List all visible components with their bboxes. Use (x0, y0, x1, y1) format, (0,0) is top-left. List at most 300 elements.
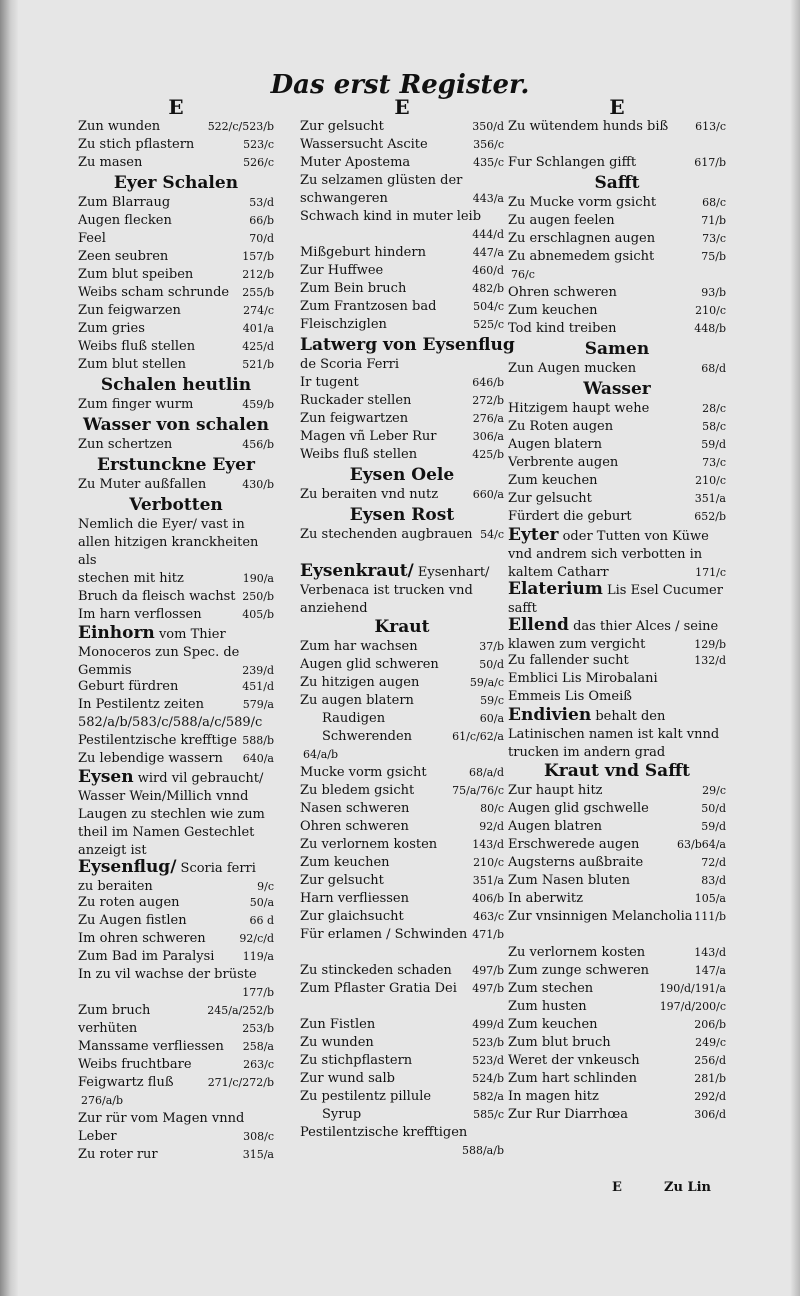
entry-text: Zu stechenden augbrauen (300, 527, 473, 542)
entry-reference: 70/d (249, 232, 274, 245)
entry-reference: 83/d (701, 874, 726, 887)
entry-text: Hitzigem haupt wehe (508, 401, 650, 416)
register-entry (508, 302, 726, 320)
entry-text: Zum keuchen (508, 473, 598, 488)
register-entry (300, 872, 504, 890)
entry-text: Zu Augen fistlen (78, 913, 187, 928)
entry-text: Zu beraiten vnd nutz (300, 487, 439, 502)
register-entry (300, 374, 504, 392)
register-entry (78, 266, 274, 284)
register-entry: Emblici Lis Mirobalani (508, 671, 658, 686)
register-entry (508, 284, 726, 302)
entry-reference: 171/c (695, 566, 726, 579)
register-entry (300, 262, 504, 280)
lead-word: Eyter (508, 526, 559, 545)
entry-text: Zur gelsucht (508, 491, 592, 506)
entry-reference: 61/c/62/a (452, 730, 504, 743)
entry-reference: 60/a (479, 712, 504, 725)
section-heading: Samen (584, 339, 650, 359)
register-entry (300, 1052, 504, 1070)
entry-text: Zu stinckeden schaden (300, 963, 452, 978)
entry-reference: 308/c (243, 1130, 274, 1143)
register-entry (300, 674, 504, 692)
register-entry-wrapped (78, 858, 274, 894)
entry-reference: 58/c (702, 420, 726, 433)
entry-reference: 652/b (694, 510, 726, 523)
entry-text: Erschwerede augen (508, 837, 640, 852)
entry-reference: 497/b (472, 964, 504, 977)
lead-word: Eysenflug/ (78, 858, 177, 877)
register-entry (300, 800, 504, 818)
entry-reference: 249/c (695, 1036, 726, 1049)
entry-reference: 132/d (694, 654, 726, 667)
entry-text: behalt den Latinischen namen ist kalt vnnd trucken im andern grad (508, 709, 720, 760)
entry-text: Augen flecken (78, 213, 172, 228)
entry-text: wird vil gebraucht/ Wasser Wein/Millich vnnd Laugen zu stechlen wie zum theil im Namen Gestechlet anzeigt ist (78, 771, 265, 858)
entry-text: Zur gelsucht (300, 873, 384, 888)
entry-text: Zu augen blatern (300, 693, 414, 708)
entry-reference: 68/a/d (468, 766, 504, 779)
entry-reference: 588/a/b (461, 1144, 504, 1157)
entry-reference: 613/c (695, 120, 726, 133)
signature-mark: E (612, 1180, 622, 1195)
register-column-3 (508, 96, 726, 1124)
entry-reference: 53/d (249, 196, 274, 209)
entry-text: Zun Fistlen (300, 1017, 376, 1032)
entry-text: Zun feigwartzen (300, 411, 409, 426)
entry-text: Zu bledem gsicht (300, 783, 415, 798)
register-entry (508, 360, 726, 378)
entry-text: Feigwartz fluß (78, 1075, 174, 1090)
register-entry-wrapped (78, 624, 274, 678)
section-subheading: de Scoria Ferri (300, 357, 400, 372)
register-entry-wrapped (508, 118, 726, 154)
register-entry (508, 248, 726, 266)
entry-reference: 459/b (242, 398, 274, 411)
entry-reference: 197/d/200/c (659, 1000, 726, 1013)
register-entry (78, 588, 274, 606)
entry-text: Nasen schweren (300, 801, 410, 816)
register-entry (508, 998, 726, 1016)
entry-text: Im ohren schweren (78, 931, 206, 946)
entry-reference: 306/a (472, 430, 504, 443)
entry-reference: 499/d (472, 1018, 504, 1031)
entry-reference: 239/d (242, 664, 274, 677)
entry-reference: 405/b (242, 608, 274, 621)
indented-group (300, 1106, 504, 1124)
entry-reference: 521/b (242, 358, 274, 371)
register-entry (78, 696, 274, 714)
register-entry (78, 356, 274, 374)
register-entry (508, 962, 726, 980)
register-entry (508, 1052, 726, 1070)
entry-text: Nemlich die Eyer/ vast in allen hitzigen kranckheiten als (78, 517, 259, 568)
entry-text: Raudigen (322, 711, 386, 726)
entry-text: Syrup (322, 1107, 362, 1122)
register-entry (300, 962, 504, 980)
entry-reference: 444/d (472, 228, 504, 241)
register-entry (508, 980, 726, 998)
register-entry (508, 872, 726, 890)
section-heading: Wasser von schalen (83, 415, 269, 435)
entry-reference: 143/d (472, 838, 504, 851)
entry-text: Zu roten augen (78, 895, 180, 910)
entry-text: oder Tutten von Küwe vnd andrem sich verbotten in kaltem Catharr (508, 529, 709, 580)
entry-reference: 245/a/252/b (207, 1004, 274, 1017)
lead-word: Endivien (508, 706, 592, 725)
entry-text: Zum zunge schweren (508, 963, 650, 978)
entry-text: Zum keuchen (508, 1017, 598, 1032)
entry-reference: 523/b (472, 1036, 504, 1049)
register-entry-wrapped (508, 706, 726, 760)
register-entry (508, 800, 726, 818)
entry-reference: 29/c (702, 784, 726, 797)
entry-text: Mucke vorm gsicht (300, 765, 427, 780)
register-entry (78, 212, 274, 230)
section-heading: Safft (594, 173, 640, 193)
entry-reference: 59/d (701, 820, 726, 833)
entry-reference: 190/a (242, 572, 274, 585)
register-entry (508, 400, 726, 418)
entry-reference: 274/c (243, 304, 274, 317)
entry-reference: 59/c (480, 694, 504, 707)
entry-reference: 617/b (694, 156, 726, 169)
entry-text: Zu stich pflastern (78, 137, 195, 152)
register-entry (508, 818, 726, 836)
register-entry (508, 1016, 726, 1034)
register-entry (508, 890, 726, 908)
entry-text: schwangeren (300, 191, 388, 206)
entry-text: Zur haupt hitz (508, 783, 603, 798)
entry-reference: 315/a (242, 1148, 274, 1161)
entry-reference: 92/d (479, 820, 504, 833)
register-entry (300, 190, 504, 208)
register-entry (300, 298, 504, 316)
entry-reference: 210/c (473, 856, 504, 869)
register-entry (300, 410, 504, 428)
register-entry-wrapped (300, 980, 504, 1016)
entry-reference: 406/b (472, 892, 504, 905)
entry-reference: 471/b (472, 928, 504, 941)
entry-reference: 306/d (694, 1108, 726, 1121)
register-entry (78, 894, 274, 912)
register-entry-wrapped (78, 768, 274, 858)
entry-reference: 50/a (249, 896, 274, 909)
register-entry (300, 656, 504, 674)
entry-reference: 447/a (472, 246, 504, 259)
register-entry (78, 606, 274, 624)
section-heading: Erstunckne Eyer (97, 455, 255, 475)
entry-text: Zum finger wurm (78, 397, 194, 412)
section-heading: Kraut vnd Safft (543, 761, 691, 781)
register-entry (300, 486, 504, 504)
register-entry (300, 782, 504, 800)
entry-text: Weibs fruchtbare (78, 1057, 192, 1072)
register-entry (508, 1070, 726, 1088)
register-entry (300, 280, 504, 298)
entry-reference: 276/a (472, 412, 504, 425)
entry-reference: 64/a/b (303, 748, 339, 761)
register-entry (508, 1106, 726, 1124)
register-entry-wrapped (300, 526, 504, 562)
entry-reference: 356/c (473, 138, 504, 151)
entry-reference: 351/a (472, 874, 504, 887)
entry-reference: 9/c (257, 880, 274, 893)
entry-text: Zu roter rur (78, 1147, 158, 1162)
entry-text: Zu augen feelen (508, 213, 615, 228)
register-entry (300, 890, 504, 908)
entry-text: das thier Alces / seine klawen zum vergicht (508, 619, 719, 652)
entry-reference: 177/b (242, 986, 274, 999)
register-entry (78, 136, 274, 154)
entry-text: Bruch da fleisch wachst (78, 589, 236, 604)
register-entry-wrapped (300, 208, 504, 244)
entry-reference: 448/b (694, 322, 726, 335)
register-entry (78, 338, 274, 356)
entry-text: vom Thier Monoceros zun Spec. de Gemmis (78, 627, 240, 678)
entry-text: In Pestilentz zeiten (78, 697, 204, 712)
entry-reference: 292/d (694, 1090, 726, 1103)
register-entry (508, 944, 726, 962)
entry-text: Zu Roten augen (508, 419, 614, 434)
entry-reference: 111/b (694, 910, 726, 923)
entry-reference: 504/c (473, 300, 504, 313)
entry-reference: 59/d (701, 438, 726, 451)
entry-text: Zu verlornem kosten (300, 837, 438, 852)
entry-reference: 258/a (242, 1040, 274, 1053)
register-entry (300, 692, 504, 710)
register-entry-wrapped (300, 562, 504, 616)
entry-reference: 105/a (694, 892, 726, 905)
register-entry (78, 930, 274, 948)
entry-text: Pestilentzische krefftige (78, 733, 237, 748)
entry-text: Zur glaichsucht (300, 909, 404, 924)
page-title: Das erst Register. (270, 70, 530, 100)
register-entry (508, 490, 726, 508)
register-entry (300, 764, 504, 782)
entry-reference: 147/a (694, 964, 726, 977)
register-entry (78, 320, 274, 338)
entry-reference: 37/b (479, 640, 504, 653)
entry-text: Zu erschlagnen augen (508, 231, 656, 246)
entry-reference: 255/b (242, 286, 274, 299)
entry-text: In zu vil wachse der brüste (78, 967, 257, 982)
register-entry (508, 230, 726, 248)
entry-reference: 451/d (242, 680, 274, 693)
entry-reference: 524/b (472, 1072, 504, 1085)
entry-reference: 66/b (249, 214, 274, 227)
entry-reference: 281/b (694, 1072, 726, 1085)
entry-reference: 75/b (701, 250, 726, 263)
entry-text: Zum gries (78, 321, 145, 336)
entry-reference: 54/c (480, 528, 504, 541)
entry-reference: 206/b (694, 1018, 726, 1031)
register-entry (508, 212, 726, 230)
entry-reference: 129/b (694, 638, 726, 651)
register-entry (300, 244, 504, 262)
register-entry (508, 508, 726, 526)
entry-text: Zum hart schlinden (508, 1071, 637, 1086)
register-entry (508, 454, 726, 472)
entry-reference: 276/a/b (81, 1094, 124, 1107)
entry-text: Harn verfliessen (300, 891, 409, 906)
register-entry (78, 1074, 274, 1092)
entry-text: Pestilentzische krefftigen (300, 1125, 468, 1140)
register-column-2 (300, 95, 515, 1160)
register-entry (300, 1016, 504, 1034)
entry-text: Augen glid schweren (300, 657, 439, 672)
entry-reference: 212/b (242, 268, 274, 281)
entry-text: Zum Blarraug (78, 195, 171, 210)
entry-reference: 73/c (702, 456, 726, 469)
entry-reference: 250/b (242, 590, 274, 603)
entry-text: Schwerenden (322, 729, 413, 744)
lead-word: Eysen (78, 768, 134, 787)
entry-text: Zum stechen (508, 981, 594, 996)
register-entry (300, 392, 504, 410)
register-entry (78, 570, 274, 588)
entry-text: Zun Augen mucken (508, 361, 637, 376)
register-entry-wrapped (508, 526, 726, 580)
register-entry (322, 710, 504, 728)
register-entry (508, 854, 726, 872)
entry-reference: 579/a (242, 698, 274, 711)
entry-text: Wassersucht Ascite (300, 137, 428, 152)
register-entry (78, 476, 274, 494)
entry-text: Zun wunden (78, 119, 161, 134)
entry-text: Zu lebendige wassern (78, 751, 223, 766)
entry-text: Zu Muter außfallen (78, 477, 207, 492)
entry-reference: 523/d (472, 1054, 504, 1067)
entry-reference: 210/c (695, 474, 726, 487)
register-entry (508, 652, 726, 670)
register-entry (78, 1146, 274, 1164)
register-entry (78, 912, 274, 930)
entry-reference: 482/b (472, 282, 504, 295)
entry-reference: 430/b (242, 478, 274, 491)
catchword: Zu Lin (664, 1180, 711, 1195)
entry-text: Ohren schweren (300, 819, 409, 834)
entry-text: Ruckader stellen (300, 393, 412, 408)
entry-reference: 351/a (694, 492, 726, 505)
register-entry (300, 854, 504, 872)
register-entry (78, 118, 274, 136)
entry-text: Zum Frantzosen bad (300, 299, 437, 314)
entry-text: Augen glid gschwelle (508, 801, 649, 816)
register-entry (508, 1088, 726, 1106)
entry-reference: 210/c (695, 304, 726, 317)
register-entry (300, 428, 504, 446)
register-entry (78, 1128, 274, 1146)
entry-reference: 28/c (702, 402, 726, 415)
register-entry (78, 284, 274, 302)
register-entry (300, 136, 504, 154)
entry-text: Manssame verfliessen (78, 1039, 224, 1054)
entry-text: Zu hitzigen augen (300, 675, 420, 690)
entry-text: Fleischziglen (300, 317, 387, 332)
entry-reference: 460/d (472, 264, 504, 277)
section-heading: Latwerg von Eysenflug (300, 335, 515, 355)
entry-text: Feel (78, 231, 106, 246)
entry-reference: 50/d (701, 802, 726, 815)
entry-text: Geburt fürdren (78, 679, 179, 694)
entry-reference: 68/c (702, 196, 726, 209)
register-entry (78, 230, 274, 248)
register-entry (300, 446, 504, 464)
entry-reference: 425/b (472, 448, 504, 461)
entry-text: Zu verlornem kosten (508, 945, 646, 960)
entry-text: Zur vnsinnigen Melancholia (508, 909, 693, 924)
entry-reference: 76/c (511, 268, 535, 281)
entry-text: Verbrente augen (508, 455, 619, 470)
register-entry-wrapped (78, 966, 274, 1002)
entry-reference: 59/a/c (469, 676, 504, 689)
entry-reference: 93/b (701, 286, 726, 299)
lead-word: Ellend (508, 616, 569, 635)
entry-reference: 71/b (701, 214, 726, 227)
entry-text: Zu fallender sucht (508, 653, 629, 668)
entry-text: Zum Pflaster Gratia Dei (300, 981, 457, 996)
entry-text: Zum blut bruch (508, 1035, 611, 1050)
register-entry (78, 732, 274, 750)
register-entry (78, 1020, 274, 1038)
entry-reference: 463/c (473, 910, 504, 923)
entry-reference: 75/a/76/c (452, 784, 504, 797)
entry-text: stechen mit hitz (78, 571, 184, 586)
entry-text: Weibs scham schrunde (78, 285, 230, 300)
section-heading: Kraut (374, 617, 430, 637)
entry-reference: 588/b (242, 734, 274, 747)
entry-reference: 640/a (242, 752, 274, 765)
register-entry-wrapped (78, 516, 274, 570)
entry-text: Zu wütendem hunds biß (508, 119, 669, 134)
entry-reference: 80/c (480, 802, 504, 815)
section-heading: Wasser (583, 379, 651, 399)
register-entry (78, 154, 274, 172)
entry-text: In magen hitz (508, 1089, 599, 1104)
entry-text: Augen blatern (508, 437, 603, 452)
entry-text: Zur gelsucht (300, 119, 384, 134)
section-heading: Eysen Rost (349, 505, 455, 525)
entry-text: Augsterns außbraite (508, 855, 644, 870)
register-entry (300, 836, 504, 854)
entry-text: Muter Apostema (300, 155, 411, 170)
register-entry (78, 678, 274, 696)
entry-text: Lis Esel Cucumer safft (508, 583, 723, 616)
entry-text: Zum har wachsen (300, 639, 418, 654)
entry-reference: 272/b (472, 394, 504, 407)
entry-text: Zun feigwarzen (78, 303, 181, 318)
register-column-1 (78, 96, 274, 1164)
entry-reference: 646/b (472, 376, 504, 389)
section-letter: E (168, 95, 184, 119)
section-heading: Schalen heutlin (100, 375, 252, 395)
register-entry: Emmeis Lis Omeiß (508, 689, 632, 704)
entry-text: Scoria ferri zu beraiten (78, 861, 256, 894)
register-entry (78, 194, 274, 212)
entry-reference: 63/b64/a (676, 838, 726, 851)
entry-reference: 157/b (242, 250, 274, 263)
register-entry (508, 194, 726, 212)
entry-reference: 443/a (472, 192, 504, 205)
entry-text: Zum Nasen bluten (508, 873, 631, 888)
entry-reference: 660/a (472, 488, 504, 501)
entry-reference: 256/d (694, 1054, 726, 1067)
entry-text: Zu masen (78, 155, 143, 170)
entry-reference: 401/a (242, 322, 274, 335)
entry-text: Leber (78, 1129, 117, 1144)
continued-reference (300, 746, 504, 764)
